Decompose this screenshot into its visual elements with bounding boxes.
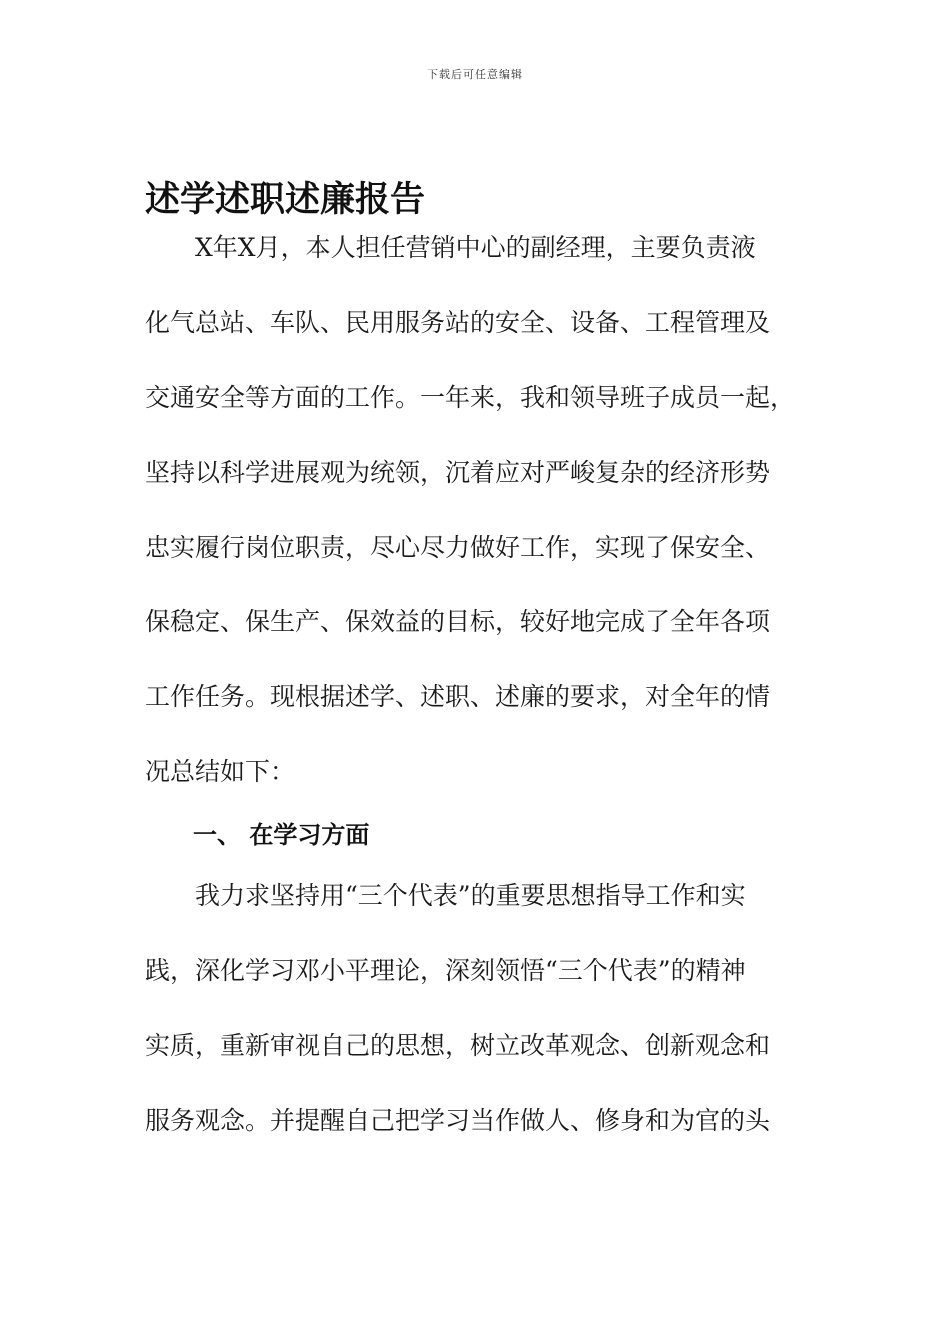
paragraph-line: 况总结如下：	[145, 757, 296, 786]
paragraph-line: 服务观念。并提醒自己把学习当作做人、修身和为官的头	[145, 1106, 771, 1135]
paragraph-line: X年X月，本人担任营销中心的副经理，主要负责液	[145, 233, 756, 262]
paragraph-line: 实质，重新审视自己的思想，树立改革观念、创新观念和	[145, 1031, 771, 1060]
section-heading-study: 一、 在学习方面	[193, 821, 370, 849]
paragraph-line: 践，深化学习邓小平理论，深刻领悟“三个代表”的精神	[145, 956, 746, 985]
paragraph-line: 我力求坚持用“三个代表”的重要思想指导工作和实	[145, 881, 746, 910]
paragraph-line: 保稳定、保生产、保效益的目标，较好地完成了全年各项	[145, 607, 771, 636]
paragraph-line: 坚持以科学进展观为统领，沉着应对严峻复杂的经济形势	[145, 458, 771, 487]
paragraph-line: 化气总站、车队、民用服务站的安全、设备、工程管理及	[145, 308, 771, 337]
paragraph-line: 工作任务。现根据述学、述职、述廉的要求，对全年的情	[145, 682, 771, 711]
paragraph-line: 忠实履行岗位职责，尽心尽力做好工作，实现了保安全、	[145, 533, 771, 562]
document-title: 述学述职述廉报告	[145, 180, 426, 220]
paragraph-line: 交通安全等方面的工作。一年来，我和领导班子成员一起，	[145, 383, 796, 412]
page-header-note: 下载后可任意编辑	[427, 68, 523, 81]
